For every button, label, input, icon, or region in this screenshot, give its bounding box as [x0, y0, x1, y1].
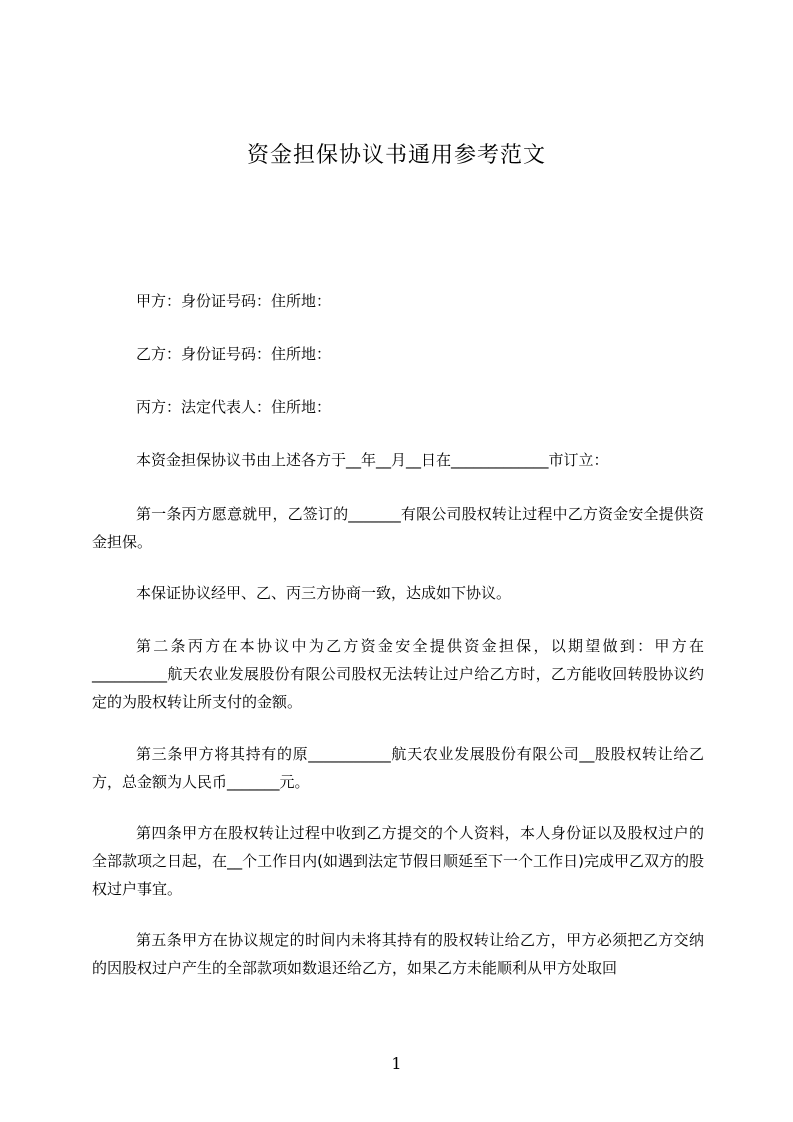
article-1: 第一条丙方愿意就甲，乙签订的_______有限公司股权转让过程中乙方资金安全提供资金担保。 — [92, 505, 704, 551]
article-2: 第二条丙方在本协议中为乙方资金安全提供资金担保，以期望做到：甲方在__________航天农业发展股份有限公司股权无法转让过户给乙方时，乙方能收回转股协议约定的为股权转让所支付的金额。 — [92, 637, 704, 711]
party-a-line: 甲方：身份证号码：住所地： — [136, 292, 332, 310]
article-4: 第四条甲方在股权转让过程中收到乙方提交的个人资料，本人身份证以及股权过户的全部款项之日起，在__个工作日内(如遇到法定节假日顺延至下一个工作日)完成甲乙双方的股权过户事宜。 — [92, 824, 704, 898]
agreement-consensus: 本保证协议经甲、乙、丙三方协商一致，达成如下协议。 — [136, 584, 512, 602]
article-5: 第五条甲方在协议规定的时间内未将其持有的股权转让给乙方，甲方必须把乙方交纳的因股权过户产生的全部款项如数退还给乙方，如果乙方未能顺利从甲方处取回 — [92, 931, 704, 977]
document-title: 资金担保协议书通用参考范文 — [246, 143, 546, 168]
party-c-line: 丙方：法定代表人：住所地： — [136, 398, 332, 416]
article-3: 第三条甲方将其持有的原___________航天农业发展股份有限公司__股股权转让给乙方，总金额为人民币_______元。 — [92, 745, 704, 791]
page-number: 1 — [391, 1054, 402, 1073]
agreement-intro: 本资金担保协议书由上述各方于__年__月__日在_____________市订立： — [136, 451, 609, 469]
party-b-line: 乙方：身份证号码：住所地： — [136, 345, 332, 363]
